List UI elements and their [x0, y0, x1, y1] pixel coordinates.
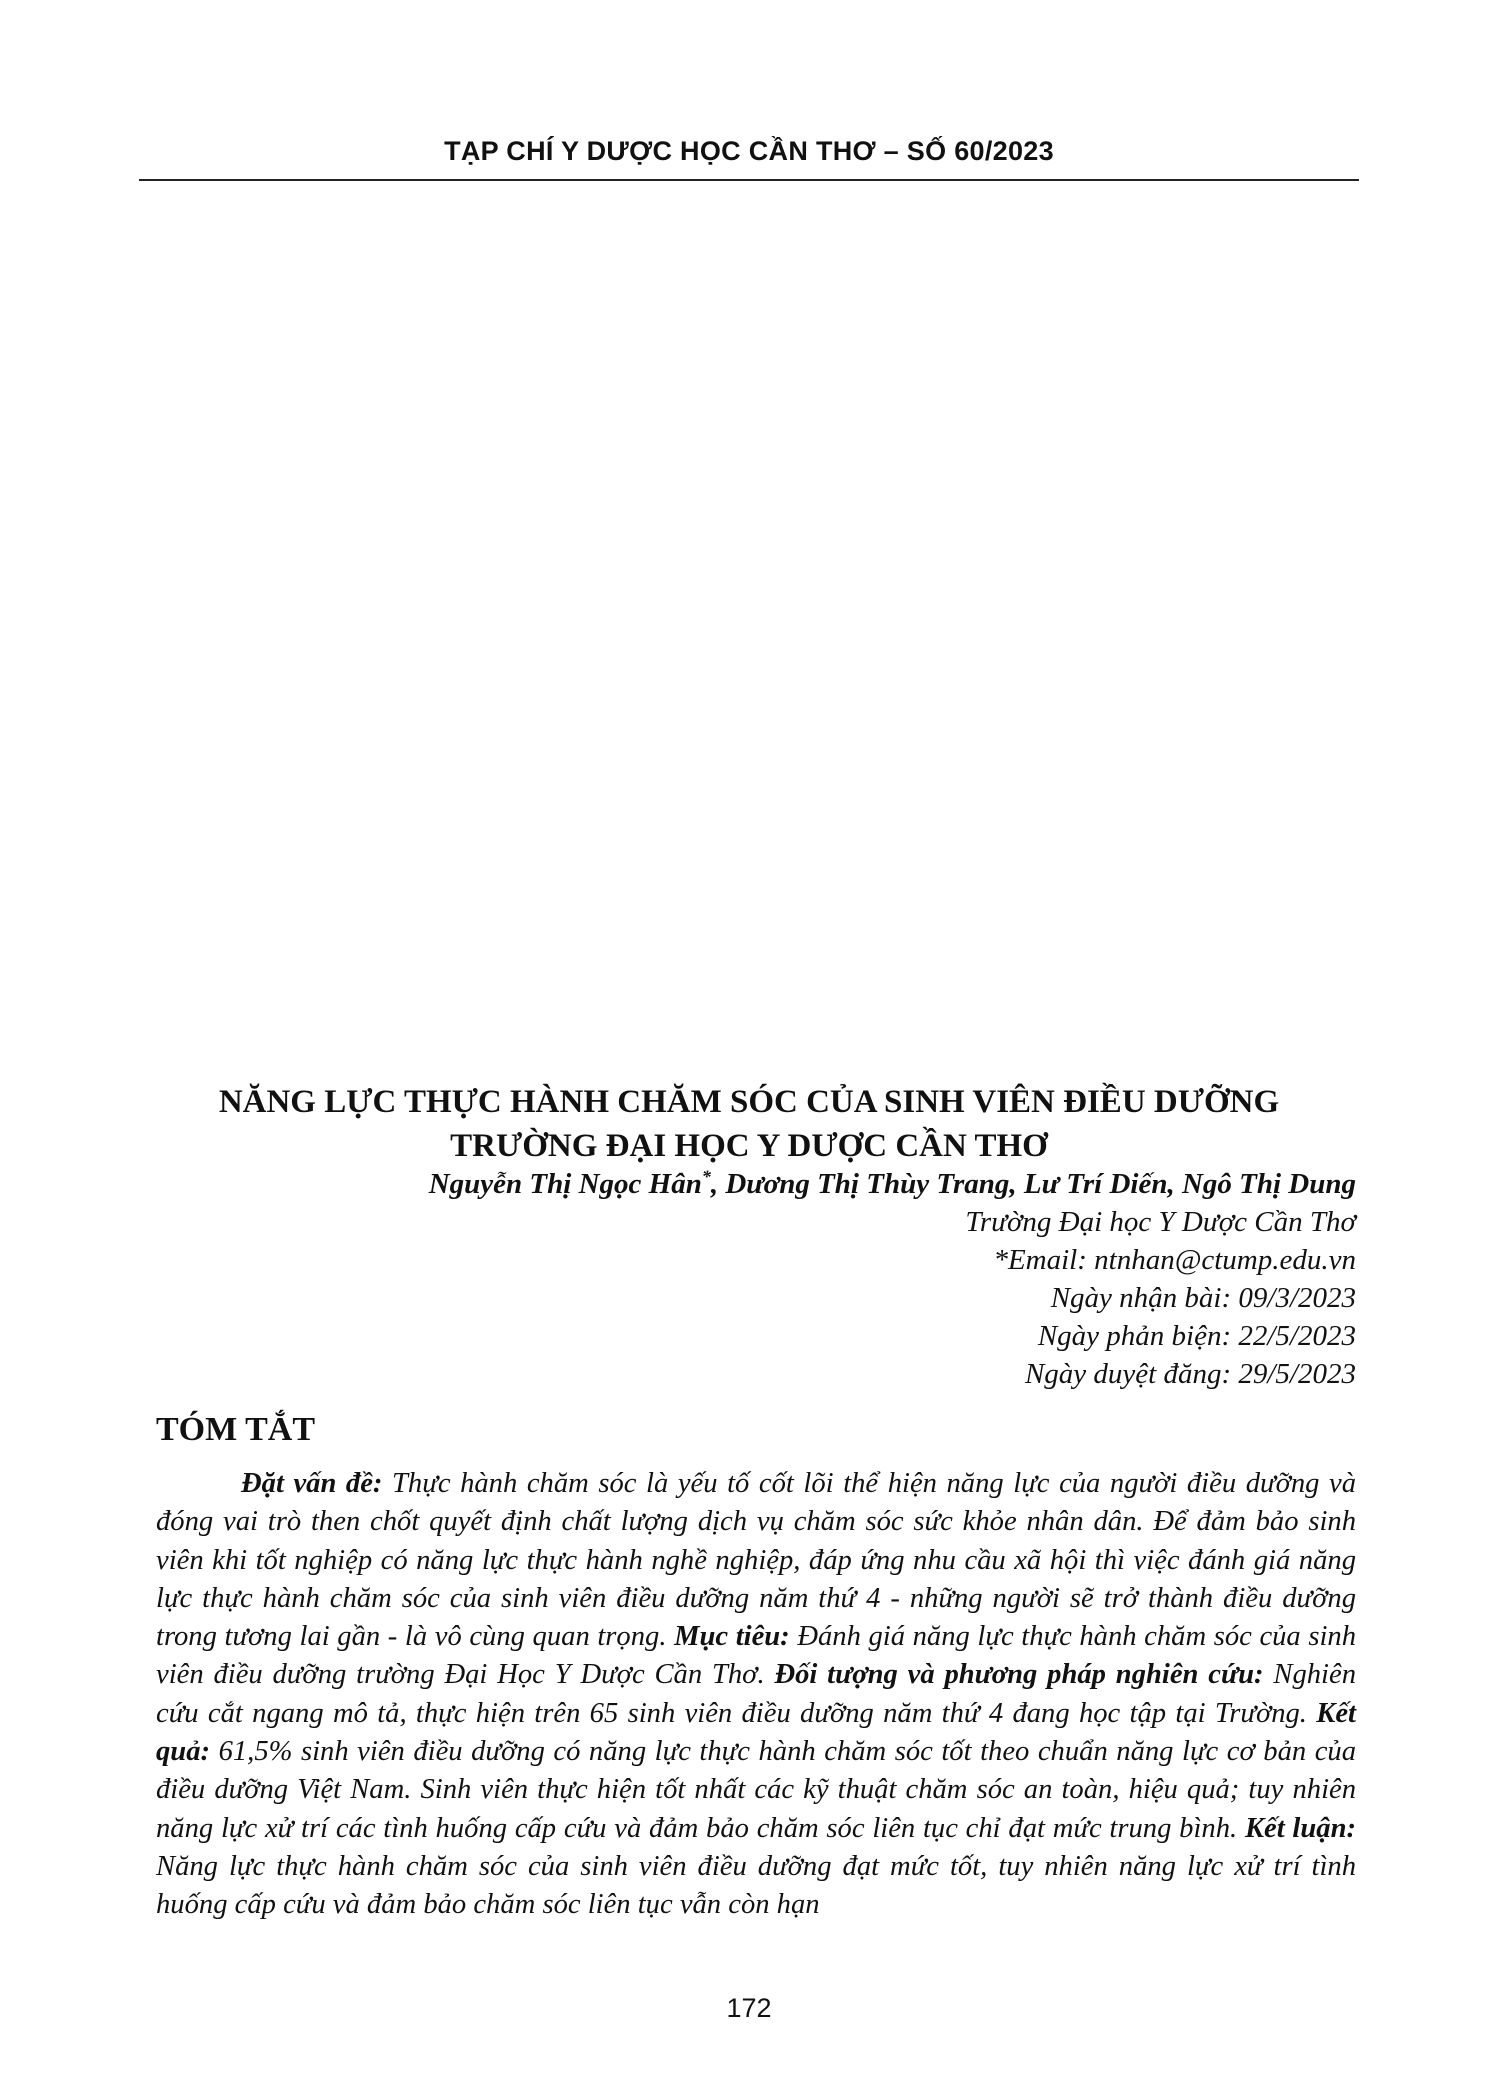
header-divider: [139, 179, 1359, 181]
text-methods: Nghiên cứu cắt ngang mô tả, thực hiện trên 65 sinh viên điều dưỡng năm thứ 4 đang học tập tại Trường.: [156, 1659, 1356, 1729]
email: *Email: ntnhan@ctump.edu.vn: [993, 1244, 1356, 1276]
date-reviewed: Ngày phản biện: 22/5/2023: [1037, 1320, 1356, 1352]
corresponding-mark: *: [701, 1166, 711, 1187]
label-conclusion: Kết luận:: [1244, 1812, 1356, 1844]
text-objective: Đánh giá năng lực thực hành chăm sóc của sinh viên điều dưỡng trường Đại Học Y Dược Cần Thơ.: [156, 1621, 1356, 1691]
text-results: 61,5% sinh viên điều dưỡng có năng lực thực hành chăm sóc tốt theo chuẩn năng lực cơ bản của điều dưỡng Việt Nam. Sinh viên thực hiện tốt nhất các kỹ thuật chăm sóc an toàn, hiệu quả; tuy nhiên năng lực xử trí các tình huống cấp cứu và đảm bảo chăm sóc liên tục chỉ đạt mức trung bình.: [156, 1736, 1356, 1844]
title-line-2: TRƯỜNG ĐẠI HỌC Y DƯỢC CẦN THƠ: [450, 1128, 1048, 1164]
label-results: Kết quả:: [156, 1697, 1356, 1768]
journal-header: TẠP CHÍ Y DƯỢC HỌC CẦN THƠ – SỐ 60/2023: [444, 136, 1054, 166]
author-corresponding: Nguyễn Thị Ngọc Hân: [428, 1168, 702, 1200]
page-number: 172: [726, 1993, 772, 2023]
label-methods: Đối tượng và phương pháp nghiên cứu:: [774, 1659, 1264, 1691]
date-accepted: Ngày duyệt đăng: 29/5/2023: [1024, 1358, 1356, 1390]
text-conclusion: Năng lực thực hành chăm sóc của sinh viên điều dưỡng đạt mức tốt, tuy nhiên năng lực xử trí tình huống cấp cứu và đảm bảo chăm sóc liên tục vẫn còn hạn: [156, 1850, 1356, 1921]
article-meta: [206, 1165, 1356, 1393]
date-received: Ngày nhận bài: 09/3/2023: [1050, 1282, 1356, 1314]
abstract-heading: TÓM TẮT: [156, 1411, 316, 1448]
article-title: [139, 1080, 1359, 1168]
authors-other: , Dương Thị Thùy Trang, Lư Trí Diến, Ngô Thị Dung: [710, 1168, 1356, 1200]
author-list: [206, 1165, 1356, 1203]
title-line-1: NĂNG LỰC THỰC HÀNH CHĂM SÓC CỦA SINH VIÊN ĐIỀU DƯỠNG: [218, 1084, 1280, 1120]
affiliation: Trường Đại học Y Dược Cần Thơ: [965, 1206, 1356, 1238]
label-objective: Mục tiêu:: [674, 1621, 790, 1653]
abstract-body: [156, 1465, 1356, 1925]
label-background: Đặt vấn đề:: [241, 1468, 383, 1499]
text-background: Thực hành chăm sóc là yếu tố cốt lõi thể hiện năng lực của người điều dưỡng và đóng vai trò then chốt quyết định chất lượng dịch vụ chăm sóc sức khỏe nhân dân. Để đảm bảo sinh viên khi tốt nghiệp có năng lực thực hành nghề nghiệp, đáp ứng nhu cầu xã hội thì việc đánh giá năng lực thực hành chăm sóc của sinh viên điều dưỡng năm thứ 4 - những người sẽ trở thành điều dưỡng trong tương lai gần - là vô cùng quan trọng.: [156, 1468, 1357, 1653]
